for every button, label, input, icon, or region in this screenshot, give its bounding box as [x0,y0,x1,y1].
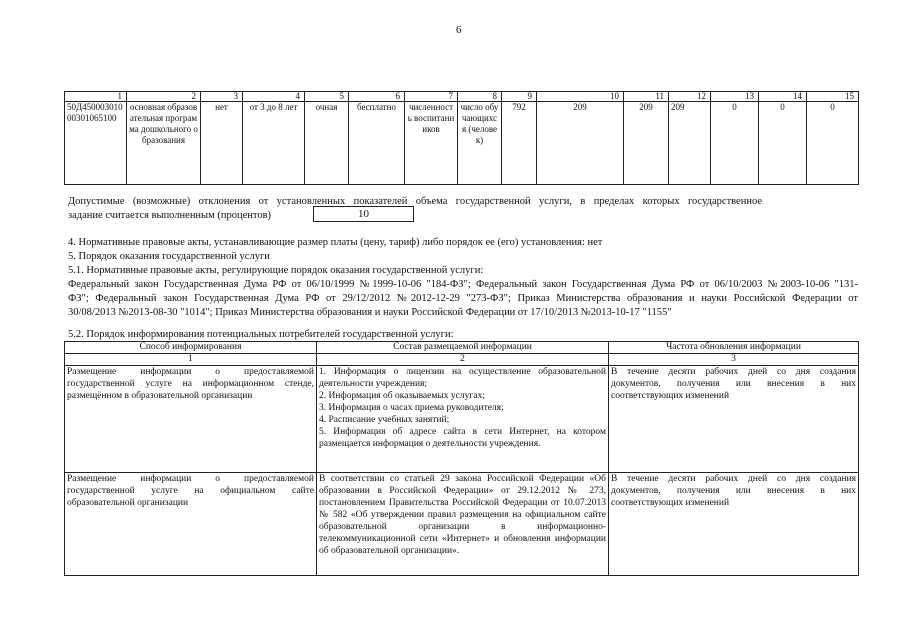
value-cell: 0 [807,102,859,185]
section-5: 5. Порядок оказания государственной услуги [68,251,270,262]
col-number: 11 [624,92,669,102]
col-number: 1 [65,92,127,102]
col-number: 3 [201,92,243,102]
service-content-cell: основная образовательная программа дошкольного образования [127,102,201,185]
column-header: Состав размещаемой информации [317,342,609,354]
table-header-row [65,342,859,354]
col-number: 8 [458,92,502,102]
informing-table [64,341,859,576]
frequency-cell: В течение десяти рабочих дней со дня создания документов, получения или внесения в них соответствующих изменений [609,366,859,473]
value-cell: 209 [669,102,711,185]
deviation-text-line1: Допустимые (возможные) отклонения от установленных показателей объема государственной услуги, в пределах которых государственное [68,196,762,207]
col-number: 12 [669,92,711,102]
value-cell: 0 [711,102,759,185]
col-number: 14 [759,92,807,102]
condition-cell: нет [201,102,243,185]
section-5-2: 5.2. Порядок информирования потенциальных потребителей государственной услуги: [68,329,454,340]
payment-cell: бесплатно [349,102,405,185]
column-header: Частота обновления информации [609,342,859,354]
col-number: 5 [305,92,349,102]
column-number: 2 [317,354,609,366]
col-number: 7 [405,92,458,102]
column-header: Способ информирования [65,342,317,354]
value-cell: 209 [624,102,669,185]
col-number: 6 [349,92,405,102]
content-item: 5. Информация об адресе сайта в сети Интернет, на котором размещается информация о деятельности учреждения. [319,427,606,449]
column-number: 1 [65,354,317,366]
content-cell [317,473,609,576]
unit-cell: число обучающихся (человек) [458,102,502,185]
content-item: 3. Информация о часах приема руководителя; [319,403,504,413]
laws-line-1: Федеральный закон Государственная Дума РФ от 06/10/1999 №1999-10-06 "184-ФЗ"; Федеральный закон Государственная Дума РФ от 06/10/2003 №2003-10-06 "131- [68,279,858,290]
form-cell: очная [305,102,349,185]
method-cell: Размещение информации о предоставляемой государственной услуге на информационном стенде, размещённом в образовательной организации [65,366,317,473]
indicator-name-cell: численность воспитанников [405,102,458,185]
laws-line-2: ФЗ"; Федеральный закон Государственная Дума РФ от 29/12/2012 №2012-12-29 "273-ФЗ"; Приказ Министерства образования и науки Российской Федерации от [68,293,858,304]
table-row [65,366,859,473]
col-number: 4 [243,92,305,102]
table-row [65,473,859,576]
content-item: 4. Расписание учебных занятий; [319,415,450,425]
content-item: 1. Информация о лицензии на осуществление образовательной деятельности учреждения; [319,367,606,389]
age-cell: от 3 до 8 лет [243,102,305,185]
registry-code-cell: 50Д45000301000301065100 [65,102,127,185]
value-cell: 209 [537,102,624,185]
table-row [65,102,859,185]
content-cell [317,366,609,473]
section-5-1: 5.1. Нормативные правовые акты, регулирующие порядок оказания государственной услуги: [68,265,484,276]
col-number: 10 [537,92,624,102]
section-4: 4. Нормативные правовые акты, устанавливающие размер платы (цену, тариф) либо порядок ее (его) установления: нет [68,237,603,248]
col-number: 9 [502,92,537,102]
value-cell: 792 [502,102,537,185]
deviation-value-box: 10 [313,206,414,222]
content-item: 2. Информация об оказываемых услугах; [319,391,485,401]
col-number: 13 [711,92,759,102]
table-number-row [65,354,859,366]
col-number: 2 [127,92,201,102]
content-item: В соответствии со статьей 29 закона Российской Федерации «Об образовании в Российской Федерации» от 29.12.2012 № 273, постановлением Правительства Российской Федерации от 10.07.2013 № 582 «Об утверждении правил размещения на официальном сайте образовательной организации в информационно-телекоммуникационной сети «Интернет» и обновления информации об образовательной организации». [319,474,606,556]
col-number: 15 [807,92,859,102]
value-cell: 0 [759,102,807,185]
deviation-text-line2: задание считается выполненным (процентов) [68,210,272,221]
column-number: 3 [609,354,859,366]
volume-indicators-table [64,91,859,185]
frequency-cell: В течение десяти рабочих дней со дня создания документов, получения или внесения в них соответствующих изменений [609,473,859,576]
table-header-row [65,92,859,102]
laws-line-3: 30/08/2013 №2013-08-30 "1014"; Приказ Министерства образования и науки Российской Федерации от 17/10/2013 №2013-10-17 "1155" [68,307,672,318]
page-number: 6 [456,24,462,36]
method-cell: Размещение информации о предоставляемой государственной услуге на официальном сайте образовательной организации [65,473,317,576]
